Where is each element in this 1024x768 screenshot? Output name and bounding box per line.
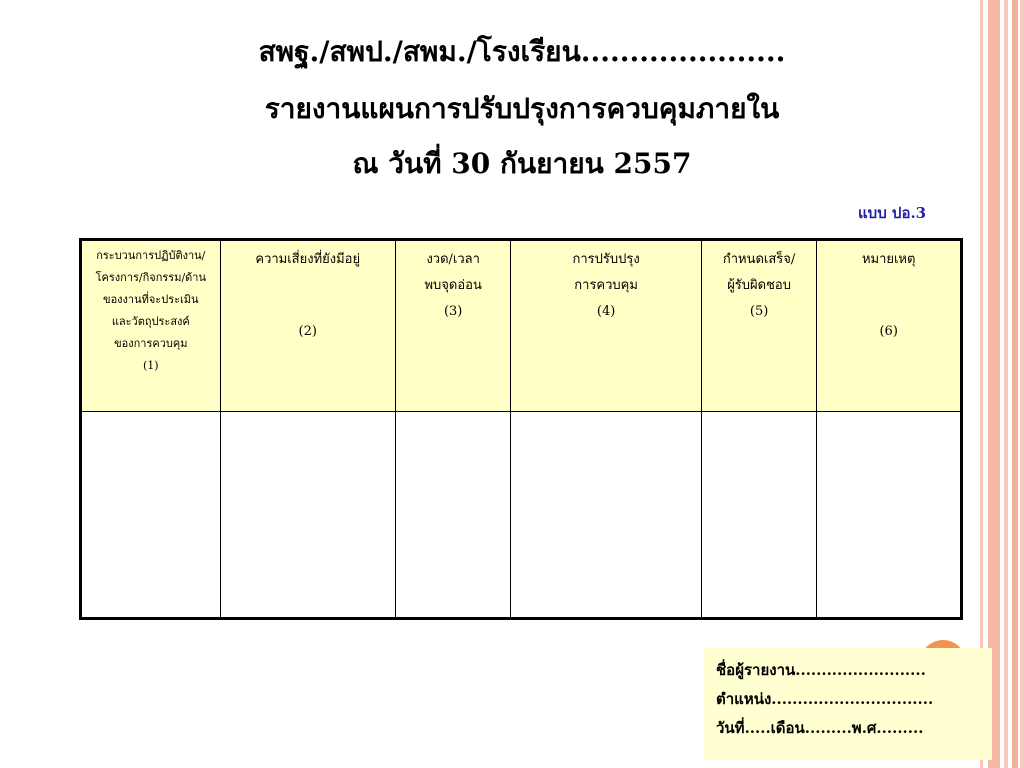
title-line-1: สพฐ./สพป./สพม./โรงเรียน..................... [258,35,786,68]
header-line: และวัตถุประสงค์ [111,315,190,328]
column-header-deadline [701,240,817,412]
table-row [81,412,962,619]
column-number: (1) [143,359,159,372]
column-header-improvement [511,240,701,412]
column-header-period [395,240,511,412]
table-cell[interactable] [817,412,962,619]
table-cell[interactable] [701,412,817,619]
column-number: (3) [443,304,463,319]
column-number: (2) [298,324,317,339]
column-header-remaining-risk [220,240,395,412]
header-line: ความเสี่ยงที่ยังมีอยู่ [255,252,361,267]
header-line: โครงการ/กิจกรรม/ด้าน [95,271,206,284]
column-number: (5) [749,304,769,319]
header-line: ของการควบคุม [114,337,188,350]
table-cell[interactable] [81,412,221,619]
column-number: (4) [596,304,616,319]
reporter-name-line: ชื่อผู้รายงาน......................... [716,661,926,679]
table-header-row [81,240,962,412]
column-header-process [81,240,221,412]
title-line-2: รายงานแผนการปรับปรุงการควบคุมภายใน [264,92,780,125]
header-line: ของงานที่จะประเมิน [103,293,199,306]
table-cell[interactable] [220,412,395,619]
header-line: การปรับปรุง [572,252,640,267]
reporter-box [704,648,992,760]
title-line-3: ณ วันที่ 30 กันยายน 2557 [352,147,692,180]
header-line: งวด/เวลา [426,252,480,267]
header-line: หมายเหตุ [861,252,916,267]
header-line: กำหนดเสร็จ/ [722,252,796,267]
column-number: (6) [879,324,898,339]
column-header-remarks [817,240,962,412]
header-line: กระบวนการปฏิบัติงาน/ [96,249,206,262]
report-table [79,238,963,620]
header-line: การควบคุม [574,278,638,293]
form-code: แบบ ปอ.3 [858,204,927,222]
table-cell[interactable] [395,412,511,619]
reporter-position-line: ตำแหน่ง............................... [716,690,934,708]
header-line: พบจุดอ่อน [424,278,482,293]
header-line: ผู้รับผิดชอบ [727,278,791,293]
table-cell[interactable] [511,412,701,619]
reporter-date-line: วันที่.....เดือน.........พ.ศ......... [716,719,924,737]
